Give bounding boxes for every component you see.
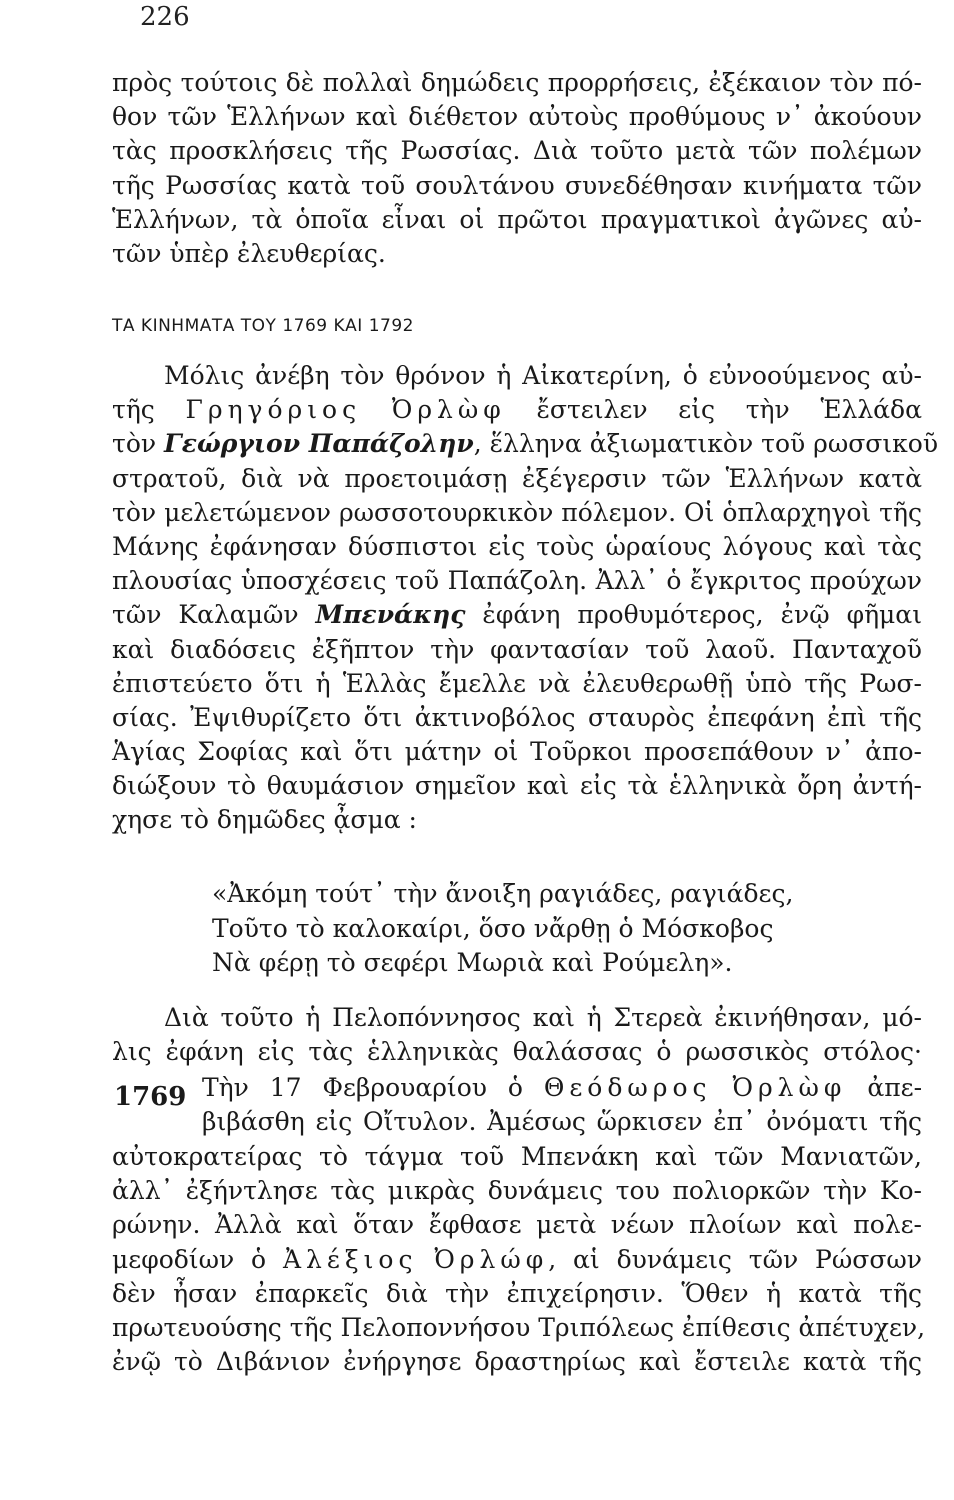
text-line <box>112 1243 922 1277</box>
text-line: Ἁγίας Σοφίας καὶ ὅτι μάτην οἱ Τοῦρκοι προσεπάθουν ν᾿ ἀπο- <box>112 737 922 767</box>
text-fragment: τὸν <box>112 429 157 459</box>
poem-line: Νὰ φέρῃ τὸ σεφέρι Μωριὰ καὶ Ρούμελη». <box>212 948 733 977</box>
paragraph-2 <box>112 1001 922 1069</box>
text-line: ἐπιστεύετο ὅτι ἡ Ἑλλὰς ἔμελλε νὰ ἐλευθερωθῇ ὑπὸ τῆς Ρωσ- <box>112 668 922 698</box>
name-orlof: Ὀρλὼφ <box>391 395 506 425</box>
text-line: πρὸς τούτοις δὲ πολλαὶ δημώδεις προρρήσεις, ἐξέκαιον τὸν πό- <box>112 68 922 97</box>
text-line: λις ἐφάνη εἰς τὰς ἑλληνικὰς θαλάσσας ὁ ρωσσικὸς στόλος· <box>112 1037 922 1067</box>
name-alexios: Ἀλέξιος <box>282 1244 418 1274</box>
text-line: διώξουν τὸ θαυμάσιον σημεῖον καὶ εἰς τὰ ἑλληνικὰ ὄρη ἀντή- <box>112 771 922 801</box>
text-fragment: τῆς <box>112 395 155 425</box>
text-line: ἐνῷ τὸ Διβάνιον ἐνήργησε δραστηρίως καὶ ἔστειλε κατὰ τῆς <box>112 1347 922 1377</box>
name-gregorios: Γρηγόριος <box>185 395 362 425</box>
text-line: Ἑλλήνων, τὰ ὁποῖα εἶναι οἱ πρῶτοι πραγματικοὶ ἀγῶνες αὐ- <box>112 204 922 234</box>
section-heading: ΤΑ ΚΙΝΗΜΑΤΑ ΤΟΥ 1769 ΚΑΙ 1792 <box>112 316 414 336</box>
name-theodoros: Θεόδωρος <box>543 1073 712 1102</box>
text-line: τῶν ὑπὲρ ἐλευθερίας. <box>112 238 386 268</box>
text-fragment: μεφοδίων ὁ <box>112 1244 267 1274</box>
poem-line: «Ἀκόμη τούτ᾿ τὴν ἄνοιξη ραγιάδες, ραγιάδες, <box>212 879 794 908</box>
poem-line: Τοῦτο τὸ καλοκαίρι, ὅσο νἄρθῃ ὁ Μόσκοβος <box>212 913 774 943</box>
name-orlof: Ὀρλώφ <box>434 1244 549 1274</box>
text-line: στρατοῦ, διὰ νὰ προετοιμάσῃ ἐξέγερσιν τῶν Ἑλλήνων κατὰ <box>112 463 922 493</box>
text-line: σίας. Ἐψιθυρίζετο ὅτι ἀκτινοβόλος σταυρὸς ἐπεφάνη ἐπὶ τῆς <box>112 702 922 732</box>
text-fragment: ἔστειλεν εἰς τὴν Ἑλλάδα <box>536 395 922 425</box>
text-line <box>202 1071 922 1105</box>
folk-song-quote <box>212 877 793 981</box>
margin-year-note: 1769 <box>114 1082 187 1112</box>
text-line: τῆς Ρωσσίας κατὰ τοῦ σουλτάνου συνεδέθησαν κινήματα τῶν <box>112 170 922 200</box>
text-line: ρώνην. Ἀλλὰ καὶ ὅταν ἔφθασε μετὰ νέων πλοίων καὶ πολε- <box>112 1210 922 1240</box>
text-fragment: τῶν Καλαμῶν <box>112 600 299 630</box>
text-fragment: , αἱ δυνάμεις τῶν Ρώσσων <box>548 1244 922 1274</box>
text-line <box>112 598 922 632</box>
text-line: πλουσίας ὑποσχέσεις τοῦ Παπάζολη. Ἀλλ᾿ ὁ ἔγκριτος προύχων <box>112 566 922 596</box>
text-fragment: ἐφάνη προθυμότερος, ἐνῷ φῆμαι <box>482 600 922 630</box>
text-line: καὶ διαδόσεις ἐξῆπτον τὴν φαντασίαν τοῦ λαοῦ. Πανταχοῦ <box>112 634 922 664</box>
name-papazolis: Γεώργιον Παπάζολην <box>164 429 474 459</box>
paragraph-2-indented <box>202 1071 922 1139</box>
text-fragment: ἀπε- <box>867 1073 923 1102</box>
text-line <box>112 427 939 461</box>
text-line: δὲν ἦσαν ἐπαρκεῖς διὰ τὴν ἐπιχείρησιν. Ὅθεν ἡ κατὰ τῆς <box>112 1278 922 1308</box>
text-line: Μάνης ἐφάνησαν δύσπιστοι εἰς τοὺς ὡραίους λόγους καὶ τὰς <box>112 531 922 561</box>
text-line: αὐτοκρατείρας τὸ τάγμα τοῦ Μπενάκη καὶ τῶν Μανιατῶν, <box>112 1142 922 1171</box>
text-fragment: , ἕλληνα ἀξιωματικὸν τοῦ ρωσσικοῦ <box>473 429 939 459</box>
text-fragment: Τὴν 17 Φεβρουαρίου ὁ <box>202 1073 523 1102</box>
text-line: τὸν μελετώμενον ρωσσοτουρκικὸν πόλεμον. Οἱ ὁπλαρχηγοὶ τῆς <box>112 497 922 527</box>
intro-paragraph <box>112 66 922 271</box>
text-line <box>112 393 922 427</box>
name-orlof: Ὀρλὼφ <box>732 1073 847 1102</box>
text-line: βιβάσθη εἰς Οἴτυλον. Ἀμέσως ὥρκισεν ἐπ᾿ ὀνόματι τῆς <box>202 1107 922 1137</box>
text-line: πρωτευούσης τῆς Πελοποννήσου Τριπόλεως ἐπίθεσις ἀπέτυχεν, <box>112 1312 926 1342</box>
name-benakis: Μπενάκης <box>315 600 466 630</box>
text-line: Διὰ τοῦτο ἡ Πελοπόννησος καὶ ἡ Στερεὰ ἐκινήθησαν, μό- <box>164 1003 922 1032</box>
text-line: χησε τὸ δημῶδες ᾆσμα : <box>112 805 417 835</box>
text-line: τὰς προσκλήσεις τῆς Ρωσσίας. Διὰ τοῦτο μετὰ τῶν πολέμων <box>112 136 922 166</box>
page-number: 226 <box>140 2 190 32</box>
text-line: θον τῶν Ἑλλήνων καὶ διέθετον αὐτοὺς προθύμους ν᾿ ἀκούουν <box>112 102 922 132</box>
text-line: ἀλλ᾿ ἐξήντλησε τὰς μικρὰς δυνάμεις του πολιορκῶν τὴν Κο- <box>112 1176 922 1206</box>
text-line: Μόλις ἀνέβη τὸν θρόνον ἡ Αἰκατερίνη, ὁ εὐνοούμενος αὐ- <box>164 361 922 390</box>
paragraph-2-continued <box>112 1140 926 1379</box>
paragraph-1 <box>112 359 939 838</box>
